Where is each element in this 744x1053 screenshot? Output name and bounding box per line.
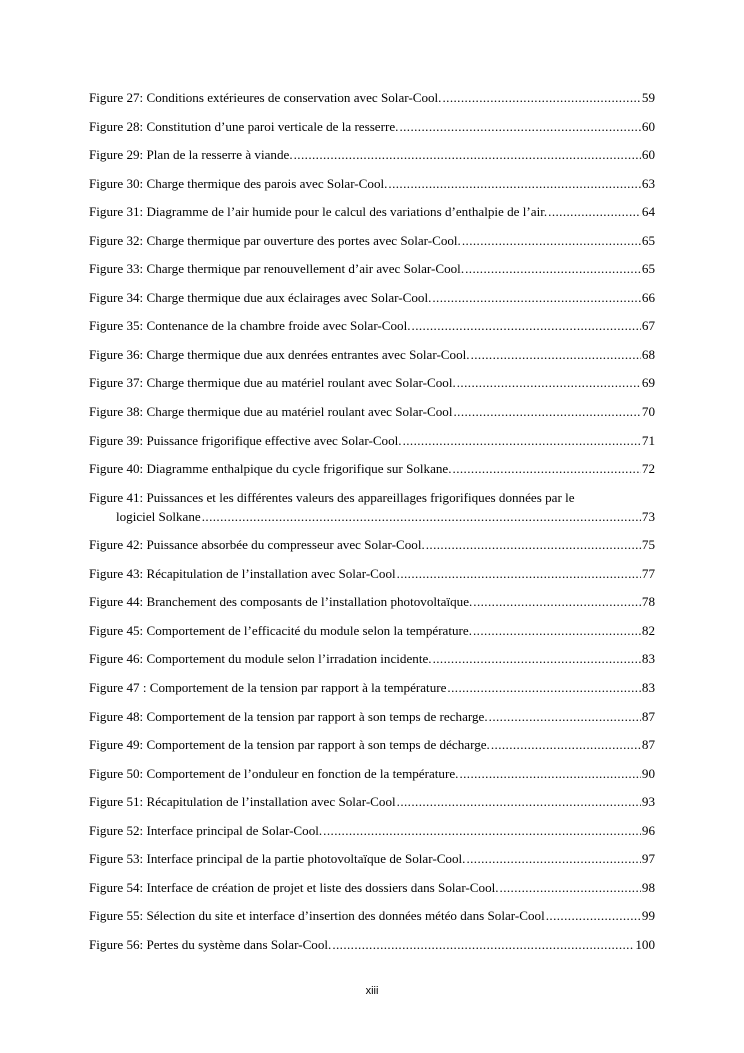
toc-entry[interactable] <box>89 906 655 935</box>
toc-entry[interactable] <box>89 402 655 431</box>
toc-entry-page: 66 <box>641 289 655 305</box>
toc-dot-leader <box>332 935 634 954</box>
toc-entry-title: Figure 40: Diagramme enthalpique du cycle frigorifique sur Solkane. <box>89 461 452 477</box>
toc-entry-title: Figure 32: Charge thermique par ouverture des portes avec Solar-Cool. <box>89 232 461 248</box>
toc-entry[interactable] <box>89 764 655 793</box>
toc-entry-title: Figure 44: Branchement des composants de l’installation photovoltaïque. <box>89 594 473 610</box>
toc-entry[interactable] <box>89 735 655 764</box>
toc-dot-leader <box>453 459 641 478</box>
toc-dot-leader <box>457 373 641 392</box>
toc-entry[interactable] <box>89 488 655 536</box>
toc-dot-leader <box>466 849 640 868</box>
toc-entry-page: 60 <box>641 118 655 134</box>
toc-dot-leader <box>471 345 641 364</box>
toc-dot-leader <box>447 678 640 697</box>
toc-dot-leader <box>433 649 641 668</box>
toc-entry-title: Figure 28: Constitution d’une paroi verticale de la resserre. <box>89 118 399 134</box>
toc-entry-title: Figure 49: Comportement de la tension par rapport à son temps de décharge. <box>89 737 490 753</box>
toc-dot-leader <box>546 906 641 925</box>
toc-entry[interactable] <box>89 678 655 707</box>
toc-entry-title-continued: logiciel Solkane <box>116 508 201 524</box>
toc-entry[interactable] <box>89 792 655 821</box>
toc-entry-title: Figure 50: Comportement de l’onduleur en fonction de la température. <box>89 765 459 781</box>
toc-entry-title: Figure 33: Charge thermique par renouvellement d’air avec Solar-Cool. <box>89 261 465 277</box>
toc-entry-title: Figure 53: Interface principal de la partie photovoltaïque de Solar-Cool. <box>89 851 466 867</box>
toc-entry-title: Figure 41: Puissances et les différentes valeurs des appareillages frigorifiques données par le <box>89 489 575 505</box>
toc-entry-page: 78 <box>641 594 655 610</box>
toc-entry[interactable] <box>89 621 655 650</box>
toc-entry[interactable] <box>89 459 655 488</box>
toc-entry-page: 59 <box>641 90 655 105</box>
toc-entry-title: Figure 39: Puissance frigorifique effective avec Solar-Cool. <box>89 432 402 448</box>
list-of-figures <box>89 88 655 963</box>
toc-dot-leader <box>397 792 641 811</box>
toc-entry[interactable] <box>89 288 655 317</box>
toc-dot-leader <box>403 431 641 450</box>
toc-entry-page: 93 <box>641 794 655 810</box>
toc-entry-page: 67 <box>641 318 655 334</box>
toc-entry[interactable] <box>89 935 655 964</box>
toc-entry-page: 90 <box>641 765 655 781</box>
toc-entry-page: 99 <box>641 908 655 924</box>
toc-dot-leader <box>473 592 641 611</box>
toc-dot-leader <box>548 202 641 221</box>
toc-entry[interactable] <box>89 849 655 878</box>
toc-entry[interactable] <box>89 259 655 288</box>
toc-dot-leader <box>465 259 641 278</box>
toc-entry-title: Figure 43: Récapitulation de l’installation avec Solar-Cool <box>89 565 396 581</box>
toc-entry-title: Figure 37: Charge thermique due au matériel roulant avec Solar-Cool. <box>89 375 456 391</box>
toc-dot-leader <box>426 535 641 554</box>
toc-dot-leader <box>202 507 641 526</box>
toc-dot-leader <box>453 402 640 421</box>
toc-entry-page: 60 <box>641 147 655 163</box>
toc-entry[interactable] <box>89 145 655 174</box>
page-number: xiii <box>365 985 379 997</box>
toc-entry-page: 87 <box>641 737 655 753</box>
toc-entry-page: 83 <box>641 651 655 667</box>
toc-entry[interactable] <box>89 431 655 460</box>
toc-entry[interactable] <box>89 88 655 117</box>
toc-dot-leader <box>388 174 641 193</box>
toc-entry-title: Figure 55: Sélection du site et interface d’insertion des données météo dans Solar-Cool <box>89 908 545 924</box>
toc-entry-title: Figure 34: Charge thermique due aux éclairages avec Solar-Cool. <box>89 289 432 305</box>
toc-entry-page: 65 <box>641 232 655 248</box>
toc-dot-leader <box>323 821 641 840</box>
toc-entry-page: 82 <box>641 622 655 638</box>
toc-entry-page: 83 <box>641 679 655 695</box>
toc-dot-leader <box>442 88 640 107</box>
toc-entry-page: 98 <box>641 879 655 895</box>
toc-entry[interactable] <box>89 535 655 564</box>
toc-entry-page: 97 <box>641 851 655 867</box>
toc-entry[interactable] <box>89 174 655 203</box>
toc-entry-title: Figure 47 : Comportement de la tension par rapport à la température <box>89 679 447 695</box>
toc-dot-leader <box>500 878 641 897</box>
toc-entry[interactable] <box>89 592 655 621</box>
toc-entry-title: Figure 42: Puissance absorbée du compresseur avec Solar-Cool. <box>89 537 425 553</box>
toc-entry-title: Figure 46: Comportement du module selon l’irradation incidente. <box>89 651 432 667</box>
toc-dot-leader <box>432 288 641 307</box>
toc-entry-page: 96 <box>641 822 655 838</box>
toc-entry[interactable] <box>89 878 655 907</box>
toc-dot-leader <box>489 707 641 726</box>
toc-entry-title: Figure 30: Charge thermique des parois avec Solar-Cool. <box>89 175 388 191</box>
toc-entry[interactable] <box>89 345 655 374</box>
toc-entry-title: Figure 27: Conditions extérieures de conservation avec Solar-Cool. <box>89 90 442 105</box>
toc-dot-leader <box>473 621 641 640</box>
toc-entry-title: Figure 38: Charge thermique due au matériel roulant avec Solar-Cool <box>89 404 453 420</box>
toc-entry-title: Figure 56: Pertes du système dans Solar-Cool. <box>89 936 332 952</box>
toc-dot-leader <box>399 117 640 136</box>
toc-entry-title: Figure 29: Plan de la resserre à viande. <box>89 147 293 163</box>
toc-entry-title: Figure 36: Charge thermique due aux denrées entrantes avec Solar-Cool. <box>89 346 470 362</box>
toc-entry-page: 70 <box>641 404 655 420</box>
toc-entry-page: 68 <box>641 346 655 362</box>
toc-entry[interactable] <box>89 117 655 146</box>
toc-entry[interactable] <box>89 373 655 402</box>
toc-dot-leader <box>397 564 641 583</box>
toc-dot-leader <box>412 316 641 335</box>
toc-entry-title: Figure 52: Interface principal de Solar-Cool. <box>89 822 323 838</box>
toc-entry-page: 87 <box>641 708 655 724</box>
toc-entry-page: 100 <box>635 936 655 952</box>
toc-entry[interactable] <box>89 316 655 345</box>
toc-dot-leader <box>294 145 641 164</box>
toc-entry-page: 64 <box>641 204 655 220</box>
toc-entry-page: 71 <box>641 432 655 448</box>
toc-entry[interactable] <box>89 564 655 593</box>
toc-entry-title: Figure 45: Comportement de l’efficacité du module selon la température. <box>89 622 472 638</box>
toc-entry-page: 75 <box>641 537 655 553</box>
toc-entry-title: Figure 31: Diagramme de l’air humide pour le calcul des variations d’enthalpie de l’air. <box>89 204 548 220</box>
toc-entry[interactable] <box>89 202 655 231</box>
toc-entry[interactable] <box>89 707 655 736</box>
toc-entry-title: Figure 51: Récapitulation de l’installation avec Solar-Cool <box>89 794 396 810</box>
toc-entry-page: 69 <box>641 375 655 391</box>
toc-entry-title: Figure 35: Contenance de la chambre froide avec Solar-Cool. <box>89 318 411 334</box>
toc-entry[interactable] <box>89 649 655 678</box>
toc-entry-page: 72 <box>641 461 655 477</box>
toc-entry-page: 63 <box>641 175 655 191</box>
toc-dot-leader <box>462 231 641 250</box>
toc-dot-leader <box>491 735 641 754</box>
toc-entry-page: 65 <box>641 261 655 277</box>
toc-dot-leader <box>459 764 640 783</box>
toc-entry-title: Figure 54: Interface de création de projet et liste des dossiers dans Solar-Cool. <box>89 879 499 895</box>
toc-entry-title: Figure 48: Comportement de la tension par rapport à son temps de recharge. <box>89 708 488 724</box>
toc-entry[interactable] <box>89 231 655 260</box>
toc-entry-page: 73 <box>641 508 655 524</box>
toc-entry[interactable] <box>89 821 655 850</box>
toc-entry-page: 77 <box>641 565 655 581</box>
